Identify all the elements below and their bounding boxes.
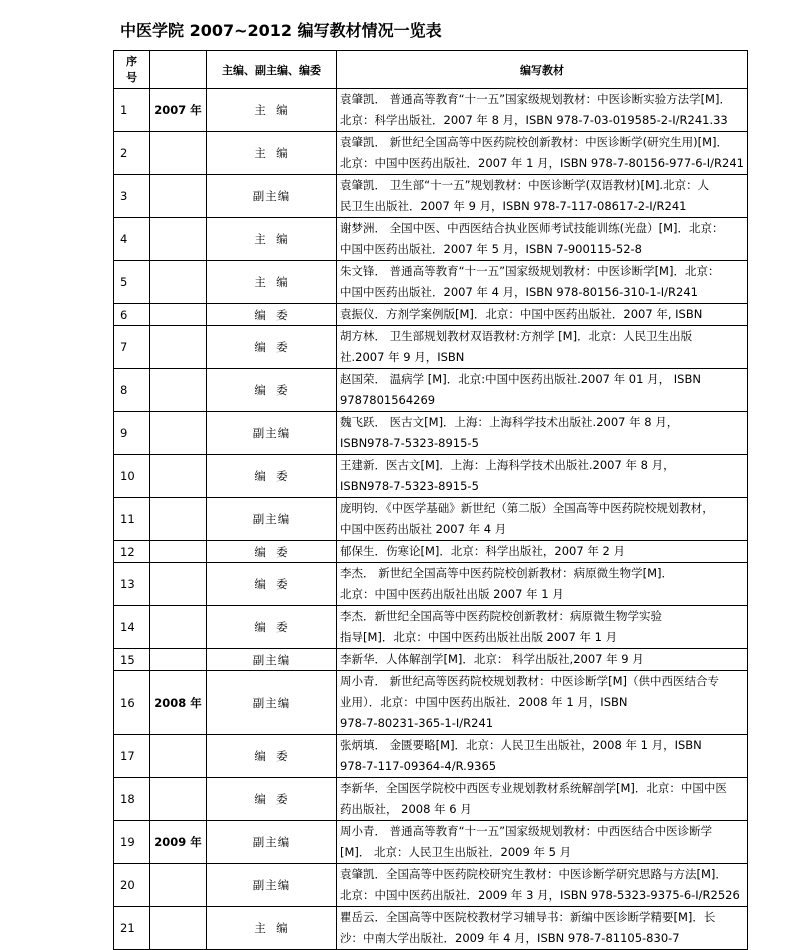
row-year [150, 132, 207, 175]
row-textbook [337, 326, 748, 369]
header-role: 主编、副主编、编委 [207, 51, 337, 89]
table-row [114, 175, 748, 218]
table-row [114, 412, 748, 455]
row-year [150, 563, 207, 606]
row-role-label: 主 编 [254, 146, 289, 160]
row-seq: 21 [114, 907, 150, 950]
row-textbook-line: 袁肇凯． 新世纪全国高等中医药院校创新教材：中医诊断学(研究生用)[M]． [340, 135, 729, 149]
row-role-label: 编 委 [254, 307, 289, 322]
row-year [150, 778, 207, 821]
page-title: 中医学院 2007~2012 编写教材情况一览表 [120, 21, 442, 40]
row-year [150, 455, 207, 498]
row-textbook [337, 304, 748, 326]
row-textbook [337, 455, 748, 498]
row-role [207, 326, 337, 369]
row-textbook-line: 袁肇凯． 普通高等教育“十一五”国家级规划教材：中医诊断实验方法学[M]． [340, 92, 731, 106]
row-role-label: 副主编 [252, 835, 291, 849]
row-year [150, 498, 207, 541]
row-role-label: 副主编 [252, 878, 291, 892]
row-role-label: 编 委 [254, 620, 289, 634]
row-seq: 12 [114, 541, 150, 563]
row-role-label: 主 编 [254, 103, 289, 117]
row-textbook [337, 541, 748, 563]
row-textbook [337, 671, 748, 735]
header-seq-line1: 序 [126, 54, 137, 68]
table-row [114, 369, 748, 412]
row-textbook [337, 907, 748, 950]
row-year: 2009 年 [150, 821, 207, 864]
row-textbook [337, 649, 748, 671]
row-textbook-line: 中国中医药出版社 2007 年 4 月 [340, 522, 507, 536]
row-textbook-line: 袁肇凯． 卫生部“十一五”规划教材：中医诊断学(双语教材)[M].北京：人 [340, 178, 710, 192]
row-role [207, 132, 337, 175]
table-row [114, 735, 748, 778]
row-role-label: 编 委 [254, 544, 289, 559]
row-textbook-line: 业用）．北京：中国中医药出版社．2008 年 1 月，ISBN [340, 695, 628, 709]
row-seq: 2 [114, 132, 150, 175]
row-role [207, 778, 337, 821]
row-year [150, 649, 207, 671]
row-year [150, 735, 207, 778]
row-role-label: 编 委 [254, 469, 289, 483]
row-role [207, 649, 337, 671]
row-seq: 7 [114, 326, 150, 369]
row-textbook-line: 张炳填． 金匮要略[M]．北京：人民卫生出版社，2008 年 1 月，ISBN [340, 738, 702, 752]
row-textbook [337, 175, 748, 218]
table-row [114, 821, 748, 864]
table-row [114, 649, 748, 671]
row-textbook [337, 563, 748, 606]
row-role [207, 606, 337, 649]
row-textbook-line: 中国中医药出版社．2007 年 5 月，ISBN 7-900115-52-8 [340, 242, 643, 256]
row-textbook [337, 89, 748, 132]
row-textbook-line: 指导[M]．北京：中国中医药出版社出版 2007 年 1 月 [340, 630, 618, 644]
row-textbook-line: 赵国荣． 温病学 [M]．北京:中国中医药出版社.2007 年 01 月， ISBN [340, 372, 701, 386]
row-role-label: 副主编 [252, 189, 291, 203]
row-textbook [337, 778, 748, 821]
row-textbook-line: 郁保生．伤寒论[M]．北京：科学出版社，2007 年 2 月 [340, 544, 625, 558]
row-seq: 11 [114, 498, 150, 541]
row-seq: 8 [114, 369, 150, 412]
row-role [207, 864, 337, 907]
row-role [207, 175, 337, 218]
row-year: 2007 年 [150, 89, 207, 132]
row-role [207, 369, 337, 412]
row-role-label: 主 编 [254, 921, 289, 935]
row-year [150, 606, 207, 649]
header-seq-line2: 号 [126, 70, 137, 84]
row-role-label: 编 委 [254, 749, 289, 763]
row-textbook-line: 药出版社， 2008 年 6 月 [340, 802, 472, 816]
row-textbook-line: 袁振仪．方剂学案例版[M]．北京：中国中医药出版社．2007 年, ISBN [340, 307, 703, 321]
table-row [114, 326, 748, 369]
row-role [207, 671, 337, 735]
row-role-label: 副主编 [252, 426, 291, 440]
row-textbook [337, 606, 748, 649]
row-textbook [337, 369, 748, 412]
row-textbook-line: 周小青． 新世纪高等医药院校规划教材：中医诊断学[M]（供中西医结合专 [340, 674, 720, 688]
row-role [207, 735, 337, 778]
row-role [207, 218, 337, 261]
row-textbook-line: 9787801564269 [340, 393, 436, 407]
row-seq: 6 [114, 304, 150, 326]
table-row [114, 778, 748, 821]
header-year [150, 51, 207, 89]
row-role-label: 副主编 [252, 512, 291, 526]
row-role [207, 89, 337, 132]
row-textbook-line: 中国中医药出版社．2007 年 4 月，ISBN 978-80156-310-1-I/R241 [340, 285, 698, 299]
row-textbook-line: [M]． 北京：人民卫生出版社．2009 年 5 月 [340, 845, 572, 859]
table-row [114, 304, 748, 326]
row-seq: 5 [114, 261, 150, 304]
row-textbook-line: 周小青． 普通高等教育“十一五”国家级规划教材：中西医结合中医诊断学 [340, 824, 713, 838]
header-seq [114, 51, 150, 89]
row-seq: 4 [114, 218, 150, 261]
row-year [150, 864, 207, 907]
row-textbook [337, 261, 748, 304]
row-textbook-line: ISBN978-7-5323-8915-5 [340, 436, 479, 450]
table-row [114, 455, 748, 498]
table-row [114, 671, 748, 735]
row-textbook-line: 北京：中国中医药出版社．2009 年 3 月，ISBN 978-5323-9375-6-I/R2526 [340, 888, 740, 902]
row-year: 2008 年 [150, 671, 207, 735]
row-seq: 1 [114, 89, 150, 132]
row-role [207, 541, 337, 563]
row-textbook [337, 864, 748, 907]
row-seq: 13 [114, 563, 150, 606]
row-seq: 16 [114, 671, 150, 735]
row-role-label: 编 委 [254, 792, 289, 806]
row-textbook-line: 王建新．医古文[M]．上海：上海科学技术出版社.2007 年 8 月， [340, 458, 675, 472]
row-seq: 17 [114, 735, 150, 778]
row-role [207, 498, 337, 541]
row-role [207, 821, 337, 864]
table-row [114, 498, 748, 541]
row-seq: 18 [114, 778, 150, 821]
row-textbook [337, 498, 748, 541]
row-role [207, 563, 337, 606]
row-year [150, 261, 207, 304]
row-seq: 20 [114, 864, 150, 907]
row-role [207, 907, 337, 950]
table-row [114, 563, 748, 606]
table-header-row [114, 51, 748, 89]
row-textbook [337, 218, 748, 261]
row-textbook-line: 978-7-117-09364-4/R.9365 [340, 759, 497, 773]
row-textbook [337, 821, 748, 864]
row-role-label: 主 编 [254, 275, 289, 289]
row-year [150, 175, 207, 218]
table-row [114, 907, 748, 950]
table-row [114, 541, 748, 563]
row-role [207, 455, 337, 498]
row-seq: 3 [114, 175, 150, 218]
row-textbook-line: 庞明钧．《中医学基础》新世纪（第二版）全国高等中医药院校规划教材， [340, 501, 714, 515]
row-role-label: 主 编 [254, 232, 289, 246]
row-year [150, 541, 207, 563]
textbook-table [113, 50, 748, 950]
row-role [207, 304, 337, 326]
row-role-label: 副主编 [252, 695, 291, 710]
row-textbook-line: 北京：科学出版社．2007 年 8 月，ISBN 978-7-03-019585-2-I/R241.33 [340, 113, 728, 127]
row-seq: 9 [114, 412, 150, 455]
row-year [150, 369, 207, 412]
row-role-label: 编 委 [254, 340, 289, 354]
row-textbook-line: 北京：中国中医药出版社出版 2007 年 1 月 [340, 587, 564, 601]
row-textbook-line: 社.2007 年 9 月，ISBN [340, 350, 465, 364]
row-textbook-line: 李新华．人体解剖学[M]．北京： 科学出版社,2007 年 9 月 [340, 652, 644, 666]
row-role-label: 编 委 [254, 383, 289, 397]
row-seq: 19 [114, 821, 150, 864]
row-textbook-line: 978-7-80231-365-1-I/R241 [340, 716, 494, 730]
row-seq: 15 [114, 649, 150, 671]
row-textbook-line: 民卫生出版社．2007 年 9 月，ISBN 978-7-117-08617-2-I/R241 [340, 199, 687, 213]
table-row [114, 218, 748, 261]
table-row [114, 89, 748, 132]
row-role [207, 261, 337, 304]
row-year [150, 304, 207, 326]
row-textbook-line: 李杰．新世纪全国高等中医药院校创新教材：病原微生物学实验 [340, 609, 662, 623]
row-year [150, 412, 207, 455]
row-textbook-line: 沙：中南大学出版社．2009 年 4 月，ISBN 978-7-81105-830-7 [340, 931, 680, 945]
row-year [150, 907, 207, 950]
row-textbook [337, 412, 748, 455]
table-row [114, 606, 748, 649]
row-role [207, 412, 337, 455]
row-textbook-line: 李新华．全国医学院校中西医专业规划教材系统解剖学[M]．北京：中国中医 [340, 781, 727, 795]
table-row [114, 132, 748, 175]
row-year [150, 326, 207, 369]
row-textbook [337, 735, 748, 778]
table-row [114, 864, 748, 907]
row-textbook-line: 朱文锋． 普通高等教育“十一五”国家级规划教材：中医诊断学[M]．北京： [340, 264, 720, 278]
row-role-label: 副主编 [252, 652, 291, 667]
row-textbook-line: ISBN978-7-5323-8915-5 [340, 479, 479, 493]
row-textbook-line: 魏飞跃． 医古文[M]．上海：上海科学技术出版社.2007 年 8 月， [340, 415, 679, 429]
row-seq: 14 [114, 606, 150, 649]
row-textbook-line: 瞿岳云．全国高等中医院校教材学习辅导书：新编中医诊断学精要[M]．长 [340, 910, 716, 924]
row-textbook-line: 北京：中国中医药出版社．2007 年 1 月，ISBN 978-7-80156-977-6-I/R241 [340, 156, 744, 170]
row-textbook-line: 胡方林． 卫生部规划教材双语教材:方剂学 [M]．北京：人民卫生出版 [340, 329, 693, 343]
row-textbook-line: 谢梦洲． 全国中医、中西医结合执业医师考试技能训练(光盘）[M]．北京： [340, 221, 724, 235]
table-row [114, 261, 748, 304]
header-textbook: 编写教材 [337, 51, 748, 89]
row-textbook-line: 袁肇凯．全国高等中医药院校研究生教材：中医诊断学研究思路与方法[M]． [340, 867, 727, 881]
row-year [150, 218, 207, 261]
row-seq: 10 [114, 455, 150, 498]
row-textbook [337, 132, 748, 175]
row-textbook-line: 李杰． 新世纪全国高等中医药院校创新教材：病原微生物学[M]． [340, 566, 674, 580]
table-body [114, 89, 748, 950]
row-role-label: 编 委 [254, 577, 289, 591]
